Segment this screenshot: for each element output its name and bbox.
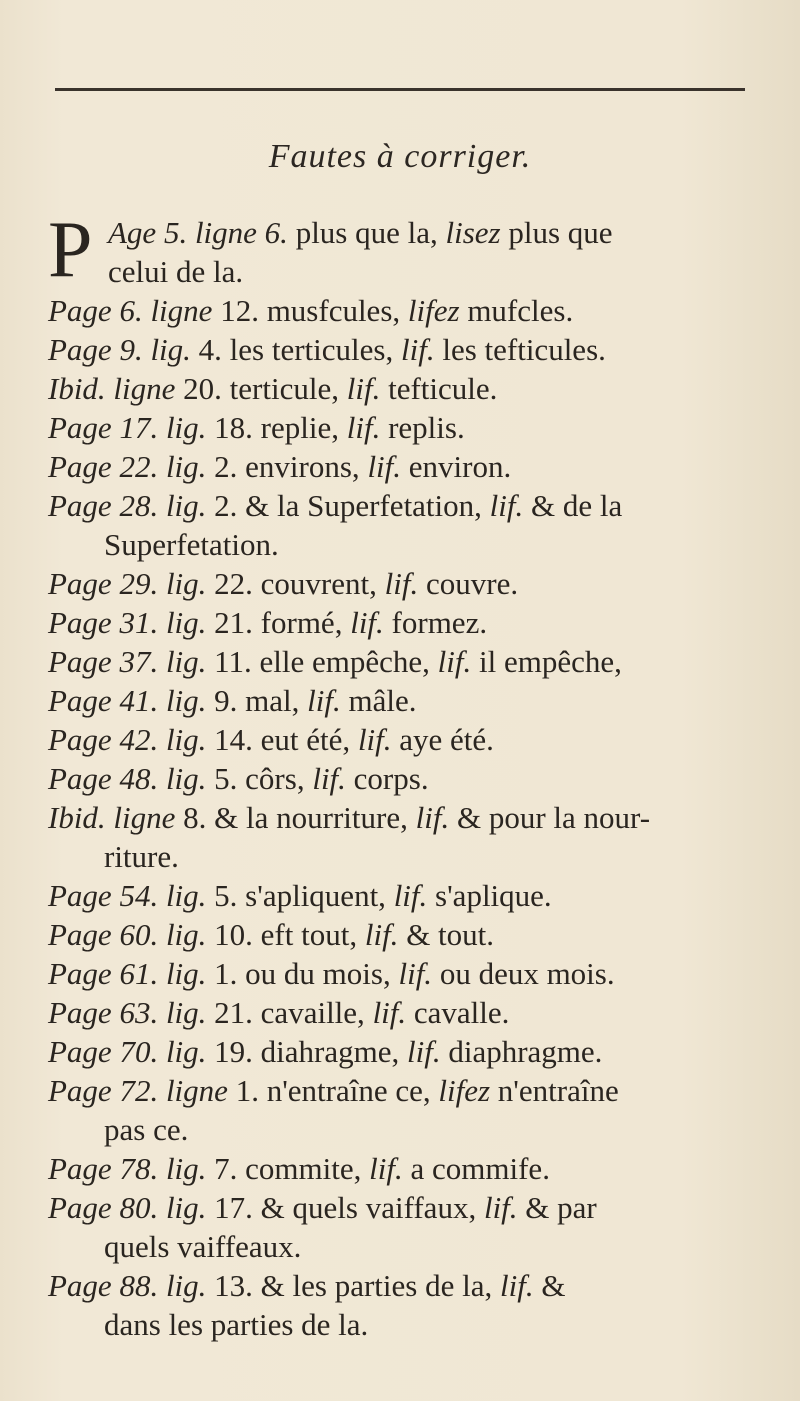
errata-entry <box>48 720 763 759</box>
entry-line <box>48 291 763 330</box>
entry-error-text: 9. mal, <box>206 683 308 718</box>
entry-lisez-marker: lif. <box>372 995 407 1030</box>
errata-entry <box>48 1071 763 1149</box>
entry-error-text: 1. n'entraîne ce, <box>227 1073 439 1108</box>
entry-reference: Ibid. ligne <box>48 371 176 406</box>
entry-line <box>48 408 763 447</box>
entry-lisez-marker: lif. <box>357 722 392 757</box>
errata-entry <box>48 876 763 915</box>
entry-line <box>48 915 763 954</box>
header-rule <box>55 88 745 91</box>
entry-correction-text: ou deux mois. <box>432 956 615 991</box>
entry-reference: Page 61. lig. <box>48 956 207 991</box>
entry-reference: Page 9. lig. <box>48 332 191 367</box>
entry-continuation: quels vaiffeaux. <box>104 1229 302 1264</box>
entry-lisez-marker: lif. <box>499 1268 534 1303</box>
entry-error-text: 2. environs, <box>206 449 368 484</box>
entry-correction-text: & de la <box>523 488 623 523</box>
entry-correction-text: & tout. <box>398 917 495 952</box>
errata-entry <box>48 993 763 1032</box>
entry-correction-text: les tefticules. <box>434 332 606 367</box>
entry-reference: Page 28. lig. <box>48 488 207 523</box>
entry-error-text: 8. & la nourriture, <box>175 800 416 835</box>
entry-correction-text: tefticule. <box>380 371 498 406</box>
errata-entry <box>48 1188 763 1266</box>
errata-entry <box>48 486 763 564</box>
entry-correction-text: diaphragme. <box>440 1034 603 1069</box>
entry-continuation: riture. <box>104 839 179 874</box>
entry-correction-text: aye été. <box>391 722 494 757</box>
errata-entry <box>48 1266 763 1344</box>
entry-error-text: 7. commite, <box>206 1151 370 1186</box>
entry-error-text: 22. couvrent, <box>206 566 385 601</box>
entry-lisez-marker: lif. <box>346 371 381 406</box>
entry-line <box>48 876 763 915</box>
errata-entry <box>48 408 763 447</box>
entry-error-text: 17. & quels vaiffaux, <box>206 1190 484 1225</box>
entry-line <box>48 213 763 252</box>
entry-error-text: 11. elle empêche, <box>206 644 438 679</box>
entry-correction-text: s'aplique. <box>427 878 552 913</box>
entry-error-text: 10. eft tout, <box>206 917 365 952</box>
errata-entry <box>48 642 763 681</box>
errata-list <box>48 206 763 1344</box>
entry-correction-text: replis. <box>380 410 465 445</box>
entry-line <box>48 759 763 798</box>
entry-lisez-marker: lif. <box>489 488 524 523</box>
entry-lisez-marker: lif. <box>346 410 381 445</box>
entry-line <box>48 1071 763 1110</box>
entry-correction-text: & par <box>517 1190 597 1225</box>
entry-line <box>48 954 763 993</box>
errata-entries <box>48 291 763 1344</box>
entry-reference: Page 88. lig. <box>48 1268 207 1303</box>
entry-continuation: celui de la. <box>108 254 244 289</box>
entry-error-text: 12. musfcules, <box>212 293 408 328</box>
errata-entry <box>48 291 763 330</box>
entry-error-text: 18. replie, <box>206 410 347 445</box>
entry-lisez-marker: lisez <box>445 215 501 250</box>
entry-reference: Page 42. lig. <box>48 722 207 757</box>
entry-reference: Page 80. lig. <box>48 1190 207 1225</box>
entry-lisez-marker: lif. <box>415 800 450 835</box>
entry-error-text: 19. diahragme, <box>206 1034 407 1069</box>
entry-error-text: 21. cavaille, <box>206 995 373 1030</box>
entry-lisez-marker: lif. <box>364 917 399 952</box>
entry-line <box>48 447 763 486</box>
errata-entry-first <box>48 206 763 294</box>
entry-error-text: 5. côrs, <box>206 761 313 796</box>
entry-lisez-marker: lifez <box>407 293 460 328</box>
entry-line <box>48 681 763 720</box>
errata-entry <box>48 564 763 603</box>
entry-correction-text: formez. <box>383 605 488 640</box>
entry-reference: Page 41. lig. <box>48 683 207 718</box>
entry-line <box>48 1266 763 1305</box>
entry-line <box>48 798 763 837</box>
entry-line <box>48 993 763 1032</box>
entry-reference: Ibid. ligne <box>48 800 176 835</box>
entry-correction-text: il empêche, <box>471 644 622 679</box>
entry-error-text: plus que la, <box>287 215 446 250</box>
entry-lisez-marker: lif. <box>312 761 346 796</box>
entry-correction-text: mufcles. <box>459 293 574 328</box>
entry-reference: Page 70. lig. <box>48 1034 207 1069</box>
entry-line <box>48 1188 763 1227</box>
entry-lisez-marker: lif. <box>384 566 419 601</box>
entry-reference: Page 22. lig. <box>48 449 207 484</box>
entry-continuation: dans les parties de la. <box>104 1307 369 1342</box>
entry-reference: Page 78. lig. <box>48 1151 207 1186</box>
drop-cap: P <box>48 206 93 294</box>
entry-correction-text: environ. <box>401 449 512 484</box>
entry-lisez-marker: lif. <box>307 683 341 718</box>
entry-reference: Page 29. lig. <box>48 566 207 601</box>
entry-line <box>48 720 763 759</box>
entry-line <box>48 642 763 681</box>
entry-correction-text: a commife. <box>402 1151 550 1186</box>
entry-reference: Page 31. lig. <box>48 605 207 640</box>
entry-correction-text: & pour la nour- <box>449 800 651 835</box>
entry-correction-text: cavalle. <box>406 995 510 1030</box>
entry-lisez-marker: lif. <box>407 1034 441 1069</box>
entry-line <box>48 330 763 369</box>
entry-reference: Age 5. ligne 6. <box>108 215 288 250</box>
entry-reference: Page 63. lig. <box>48 995 207 1030</box>
entry-lisez-marker: lif. <box>367 449 402 484</box>
entry-lisez-marker: lif. <box>483 1190 518 1225</box>
entry-lisez-marker: lifez <box>438 1073 491 1108</box>
entry-error-text: 13. & les parties de la, <box>206 1268 500 1303</box>
errata-entry <box>48 369 763 408</box>
errata-entry <box>48 330 763 369</box>
errata-entry <box>48 681 763 720</box>
entry-error-text: 1. ou du mois, <box>206 956 399 991</box>
entry-lisez-marker: lif. <box>398 956 433 991</box>
entry-error-text: 14. eut été, <box>206 722 358 757</box>
entry-reference: Page 6. ligne <box>48 293 213 328</box>
errata-entry <box>48 798 763 876</box>
entry-correction-text: & <box>533 1268 566 1303</box>
page-title: Fautes à corriger. <box>268 138 532 175</box>
entry-line <box>48 564 763 603</box>
entry-reference: Page 54. lig. <box>48 878 207 913</box>
entry-line <box>48 603 763 642</box>
errata-entry <box>48 1149 763 1188</box>
entry-reference: Page 37. lig. <box>48 644 207 679</box>
entry-error-text: 21. formé, <box>206 605 351 640</box>
errata-entry <box>48 759 763 798</box>
entry-correction-text: corps. <box>345 761 429 796</box>
entry-line <box>48 1149 763 1188</box>
entry-error-text: 4. les terticules, <box>190 332 401 367</box>
entry-continuation: pas ce. <box>104 1112 189 1147</box>
entry-reference: Page 60. lig. <box>48 917 207 952</box>
entry-line <box>48 369 763 408</box>
entry-lisez-marker: lif. <box>437 644 472 679</box>
errata-entry <box>48 1032 763 1071</box>
entry-reference: Page 17. lig. <box>48 410 207 445</box>
entry-reference: Page 48. lig. <box>48 761 207 796</box>
entry-line <box>48 1032 763 1071</box>
entry-correction-text: n'entraîne <box>490 1073 619 1108</box>
entry-lisez-marker: lif. <box>400 332 435 367</box>
entry-correction-text: mâle. <box>340 683 417 718</box>
entry-correction-text: couvre. <box>418 566 519 601</box>
entry-lisez-marker: lif. <box>369 1151 403 1186</box>
entry-error-text: 5. s'apliquent, <box>206 878 394 913</box>
entry-reference: Page 72. ligne <box>48 1073 228 1108</box>
errata-entry <box>48 603 763 642</box>
errata-entry <box>48 915 763 954</box>
entry-lisez-marker: lif. <box>350 605 384 640</box>
entry-error-text: 2. & la Superfetation, <box>206 488 490 523</box>
entry-lisez-marker: lif. <box>393 878 428 913</box>
entry-error-text: 20. terticule, <box>175 371 347 406</box>
errata-entry <box>48 954 763 993</box>
entry-continuation: Superfetation. <box>104 527 279 562</box>
entry-line <box>48 486 763 525</box>
entry-correction-text: plus que <box>500 215 613 250</box>
errata-entry <box>48 447 763 486</box>
